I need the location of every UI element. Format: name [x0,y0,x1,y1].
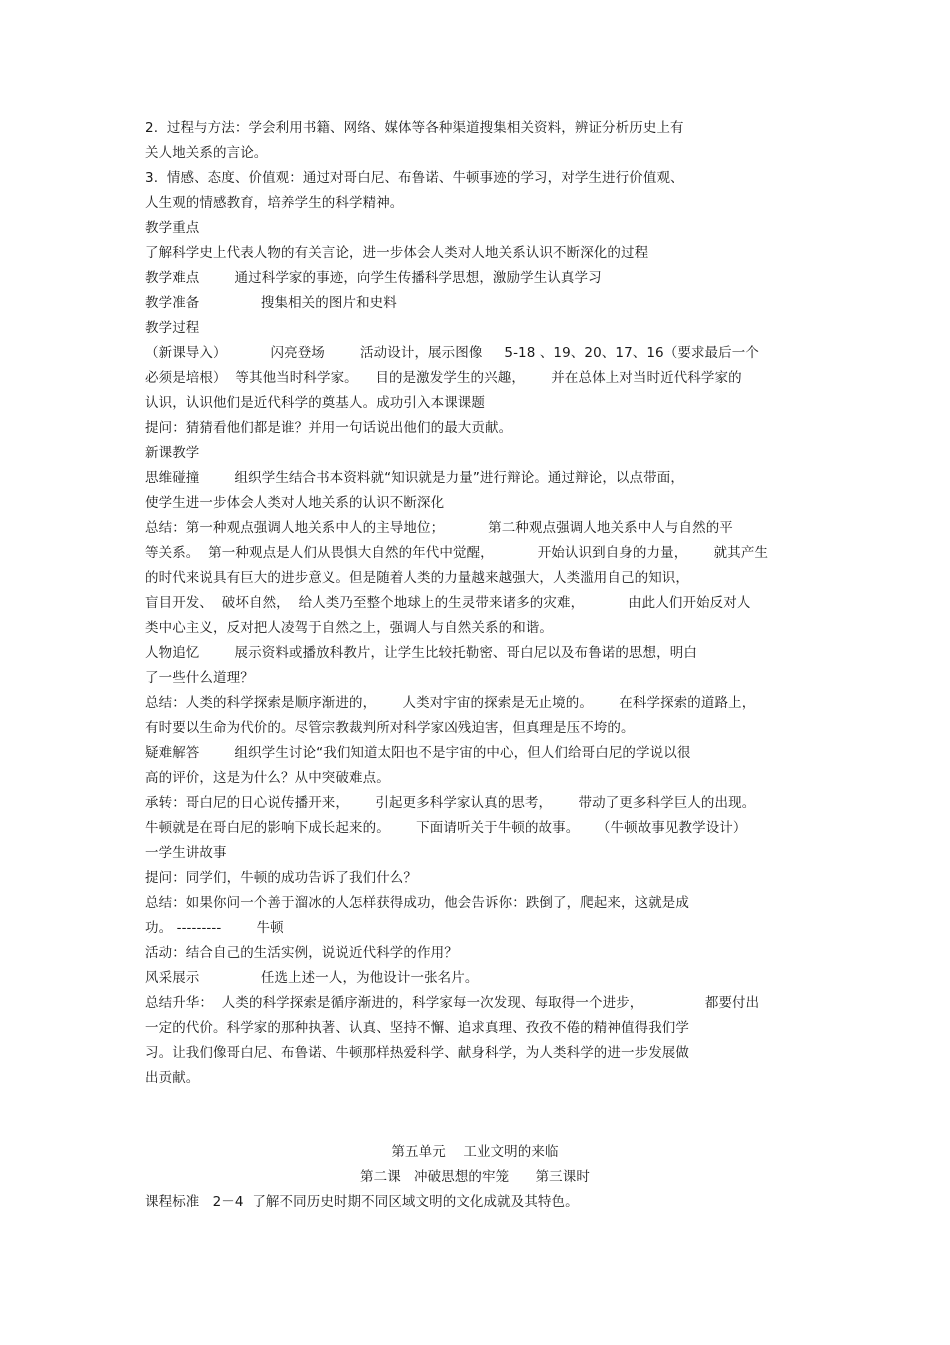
text-line: 人物追忆 展示资料或播放科教片，让学生比较托勒密、哥白尼以及布鲁诺的思想，明白 [145,645,697,661]
text-line: 等关系。 第一种观点是人们从畏惧大自然的年代中觉醒， 开始认识到自身的力量， 就其产生 [145,545,769,561]
text-line: 教学准备 搜集相关的图片和史料 [145,295,397,311]
text-line: 总结：人类的科学探索是顺序渐进的， 人类对宇宙的探索是无止境的。 在科学探索的道路上， [145,695,756,711]
text-line: 教学重点 [145,220,200,236]
text-line: 习。让我们像哥白尼、布鲁诺、牛顿那样热爱科学、献身科学，为人类科学的进一步发展做 [145,1045,689,1061]
text-line: 提问：猜猜看他们都是谁？并用一句话说出他们的最大贡献。 [145,420,513,436]
text-line: 疑难解答 组织学生讨论“我们知道太阳也不是宇宙的中心，但人们给哥白尼的学说以很 [145,745,691,761]
text-line: 盲目开发、 破坏自然， 给人类乃至整个地球上的生灵带来诸多的灾难， 由此人们开始反对人 [145,595,751,611]
text-line: 人生观的情感教育，培养学生的科学精神。 [145,195,404,211]
text-line: 提问：同学们，牛顿的成功告诉了我们什么？ [145,870,417,886]
text-line: 认识，认识他们是近代科学的奠基人。成功引入本课课题 [145,395,485,411]
lesson-title: 第二课 冲破思想的牢笼 第三课时 [360,1169,590,1185]
text-line: 教学过程 [145,320,200,336]
text-line: 有时要以生命为代价的。尽管宗教裁判所对科学家凶残迫害，但真理是压不垮的。 [145,720,635,736]
text-line: 3. 情感、态度、价值观：通过对哥白尼、布鲁诺、牛顿事迹的学习，对学生进行价值观、 [145,170,684,186]
text-line: 关人地关系的言论。 [145,145,268,161]
text-line: 了一些什么道理？ [145,670,254,686]
text-line: （新课导入） 闪亮登场 活动设计，展示图像 5-18 、19、20、17、16（要求最后一个 [145,345,759,361]
text-line: 使学生进一步体会人类对人地关系的认识不断深化 [145,495,445,511]
text-line: 一定的代价。科学家的那种执著、认真、坚持不懈、追求真理、孜孜不倦的精神值得我们学 [145,1020,689,1036]
text-line: 出贡献。 [145,1070,200,1086]
unit-title: 第五单元 工业文明的来临 [391,1144,559,1160]
text-line: 2. 过程与方法：学会利用书籍、网络、媒体等各种渠道搜集相关资料，辨证分析历史上有 [145,120,684,136]
text-line: 一学生讲故事 [145,845,227,861]
text-line: 牛顿就是在哥白尼的影响下成长起来的。 下面请听关于牛顿的故事。 （牛顿故事见教学设计） [145,820,747,836]
text-line: 必须是培根） 等其他当时科学家。 目的是激发学生的兴趣， 并在总体上对当时近代科学家的 [145,370,742,386]
text-line: 活动：结合自己的生活实例，说说近代科学的作用？ [145,945,458,961]
text-line: 思维碰撞 组织学生结合书本资料就“知识就是力量”进行辩论。通过辩论，以点带面， [145,470,684,486]
text-line: 总结：如果你问一个善于溜冰的人怎样获得成功，他会告诉你：跌倒了，爬起来，这就是成 [145,895,689,911]
text-line: 总结升华： 人类的科学探索是循序渐进的，科学家每一次发现、每取得一个进步， 都要付出 [145,995,760,1011]
text-line: 承转：哥白尼的日心说传播开来， 引起更多科学家认真的思考， 带动了更多科学巨人的出现。 [145,795,756,811]
text-line: 风采展示 任选上述一人，为他设计一张名片。 [145,970,479,986]
text-line: 了解科学史上代表人物的有关言论，进一步体会人类对人地关系认识不断深化的过程 [145,245,649,261]
text-line: 新课教学 [145,445,200,461]
text-line: 高的评价，这是为什么？从中突破难点。 [145,770,390,786]
text-line: 类中心主义，反对把人凌驾于自然之上，强调人与自然关系的和谐。 [145,620,553,636]
text-line: 教学难点 通过科学家的事迹，向学生传播科学思想，激励学生认真学习 [145,270,602,286]
text-line: 总结：第一种观点强调人地关系中人的主导地位； 第二种观点强调人地关系中人与自然的平 [145,520,733,536]
course-standard: 课程标准 2－4 了解不同历史时期不同区域文明的文化成就及其特色。 [145,1194,579,1210]
text-line: 功。 --------- 牛顿 [145,920,284,936]
text-line: 的时代来说具有巨大的进步意义。但是随着人类的力量越来越强大，人类滥用自己的知识， [145,570,689,586]
